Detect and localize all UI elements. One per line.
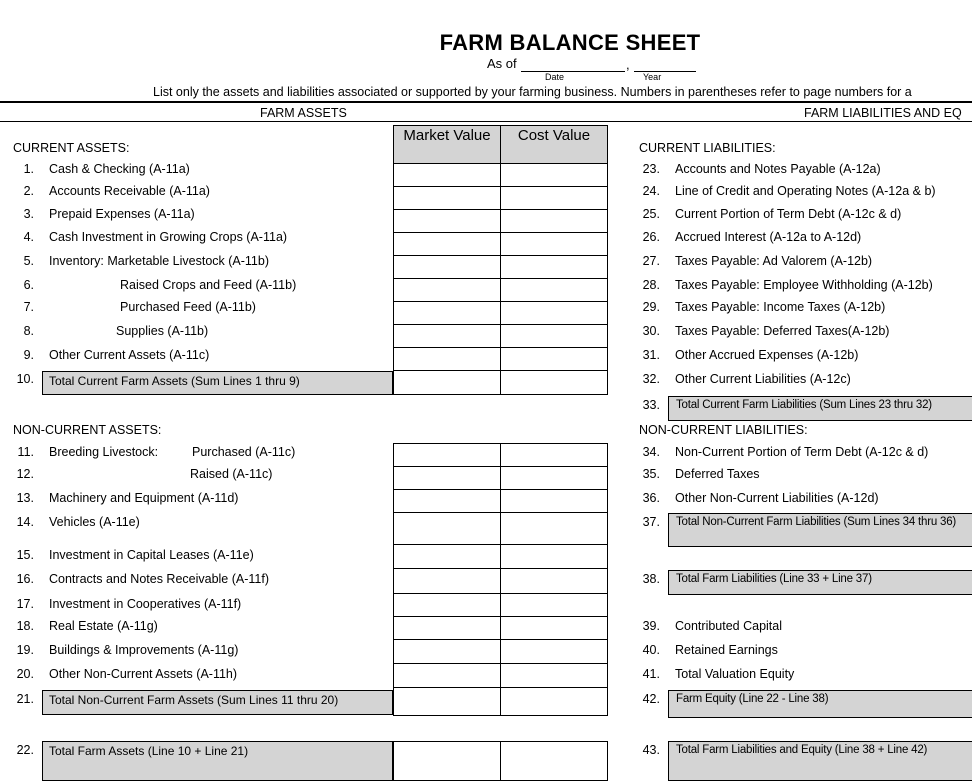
liability-line-number: 27. <box>642 254 660 268</box>
cost-value-input[interactable] <box>500 489 608 513</box>
market-value-input[interactable] <box>393 663 501 688</box>
asset-line-number: 19. <box>16 643 34 657</box>
liability-line-label: Accrued Interest (A-12a to A-12d) <box>675 230 862 244</box>
market-value-input[interactable] <box>393 639 501 664</box>
market-value-header: Market Value <box>393 125 501 164</box>
liability-line-label: Taxes Payable: Employee Withholding (A-12b) <box>675 278 933 292</box>
cost-value-input[interactable] <box>500 741 608 781</box>
section-rule <box>0 121 972 122</box>
total-current-liabilities-label: Total Current Farm Liabilities (Sum Lines 23 thru 32) <box>668 396 972 421</box>
asset-line-number: 17. <box>16 597 34 611</box>
liability-line-label: Retained Earnings <box>675 643 778 657</box>
asset-line-number: 18. <box>16 619 34 633</box>
market-value-input[interactable] <box>393 741 501 781</box>
current-liabilities-heading: CURRENT LIABILITIES: <box>639 141 776 155</box>
liability-line-number: 43. <box>642 743 660 757</box>
asset-line-number: 11. <box>17 445 34 459</box>
asset-line-sublabel: Purchased (A-11c) <box>192 445 296 459</box>
total-noncurrent-liabilities-label: Total Non-Current Farm Liabilities (Sum Lines 34 thru 36) <box>668 513 972 547</box>
date-field[interactable] <box>521 57 625 72</box>
liability-line-number: 26. <box>642 230 660 244</box>
market-value-input[interactable] <box>393 616 501 640</box>
asset-line-label: Prepaid Expenses (A-11a) <box>49 207 195 221</box>
liability-line-number: 28. <box>642 278 660 292</box>
cost-value-input[interactable] <box>500 278 608 302</box>
liability-line-label: Line of Credit and Operating Notes (A-12a & b) <box>675 184 936 198</box>
cost-value-input[interactable] <box>500 512 608 545</box>
asset-line-number: 13. <box>16 491 34 505</box>
market-value-input[interactable] <box>393 512 501 545</box>
liability-line-label: Contributed Capital <box>675 619 783 633</box>
cost-value-input[interactable] <box>500 324 608 348</box>
liability-line-label: Other Current Liabilities (A-12c) <box>675 372 851 386</box>
asset-line-number: 9. <box>23 348 34 362</box>
liability-line-number: 31. <box>642 348 660 362</box>
cost-value-input[interactable] <box>500 687 608 716</box>
asset-line-number: 3. <box>23 207 34 221</box>
cost-value-input[interactable] <box>500 232 608 256</box>
total-noncurrent-assets-label: Total Non-Current Farm Assets (Sum Lines 11 thru 20) <box>42 690 393 715</box>
asset-line-number: 16. <box>16 572 34 586</box>
current-assets-heading: CURRENT ASSETS: <box>13 141 130 155</box>
market-value-input[interactable] <box>393 544 501 569</box>
liability-line-label: Other Accrued Expenses (A-12b) <box>675 348 859 362</box>
asset-line-number: 15. <box>16 548 34 562</box>
liability-line-label: Accounts and Notes Payable (A-12a) <box>675 162 881 176</box>
asset-line-label: Investment in Cooperatives (A-11f) <box>49 597 242 611</box>
asset-line-label: Real Estate (A-11g) <box>49 619 158 633</box>
liability-line-number: 29. <box>642 300 660 314</box>
asset-line-label: Buildings & Improvements (A-11g) <box>49 643 239 657</box>
total-liabilities-equity-label: Total Farm Liabilities and Equity (Line 38 + Line 42) <box>668 741 972 781</box>
asset-line-number: 10. <box>16 372 34 386</box>
market-value-input[interactable] <box>393 301 501 325</box>
market-value-input[interactable] <box>393 687 501 716</box>
cost-value-input[interactable] <box>500 443 608 467</box>
liability-line-number: 36. <box>642 491 660 505</box>
asset-line-label: Machinery and Equipment (A-11d) <box>49 491 239 505</box>
liability-line-label: Taxes Payable: Ad Valorem (A-12b) <box>675 254 873 268</box>
cost-value-input[interactable] <box>500 593 608 617</box>
asset-line-number: 21. <box>16 692 34 706</box>
asset-line-label: Raised (A-11c) <box>190 467 273 481</box>
market-value-input[interactable] <box>393 489 501 513</box>
liability-line-label: Current Portion of Term Debt (A-12c & d) <box>675 207 902 221</box>
liability-line-number: 24. <box>642 184 660 198</box>
asset-line-number: 5. <box>23 254 34 268</box>
market-value-input[interactable] <box>393 593 501 617</box>
cost-value-input[interactable] <box>500 466 608 490</box>
year-field[interactable] <box>634 57 696 72</box>
liability-line-number: 30. <box>642 324 660 338</box>
cost-value-input[interactable] <box>500 163 608 187</box>
cost-value-input[interactable] <box>500 544 608 569</box>
liability-line-number: 40. <box>642 643 660 657</box>
market-value-input[interactable] <box>393 443 501 467</box>
assets-heading: FARM ASSETS <box>260 106 347 120</box>
liability-line-number: 34. <box>642 445 660 459</box>
asset-line-number: 20. <box>16 667 34 681</box>
cost-value-input[interactable] <box>500 255 608 279</box>
liability-line-label: Total Valuation Equity <box>675 667 795 681</box>
asset-line-label: Cash & Checking (A-11a) <box>49 162 190 176</box>
market-value-input[interactable] <box>393 163 501 187</box>
asset-line-number: 7. <box>23 300 34 314</box>
noncurrent-assets-heading: NON-CURRENT ASSETS: <box>13 423 162 437</box>
asset-line-label: Purchased Feed (A-11b) <box>120 300 256 314</box>
cost-value-input[interactable] <box>500 301 608 325</box>
noncurrent-liabilities-heading: NON-CURRENT LIABILITIES: <box>639 423 808 437</box>
asset-line-number: 14. <box>16 515 34 529</box>
market-value-input[interactable] <box>393 568 501 594</box>
asset-line-label: Supplies (A-11b) <box>116 324 209 338</box>
market-value-input[interactable] <box>393 186 501 210</box>
liability-line-label: Taxes Payable: Deferred Taxes(A-12b) <box>675 324 890 338</box>
asset-line-number: 12. <box>16 467 34 481</box>
asset-line-label: Contracts and Notes Receivable (A-11f) <box>49 572 270 586</box>
asset-line-label: Investment in Capital Leases (A-11e) <box>49 548 254 562</box>
cost-value-header: Cost Value <box>500 125 608 164</box>
asset-line-number: 1. <box>23 162 34 176</box>
asset-line-label: Breeding Livestock: <box>49 445 159 459</box>
farm-equity-label: Farm Equity (Line 22 - Line 38) <box>668 690 972 718</box>
year-caption: Year <box>643 72 662 82</box>
asset-line-label: Accounts Receivable (A-11a) <box>49 184 210 198</box>
instructions-text: List only the assets and liabilities associated or supported by your farming business. Numbers in parentheses refer to page numbers for a <box>153 85 912 99</box>
market-value-input[interactable] <box>393 232 501 256</box>
market-value-input[interactable] <box>393 255 501 279</box>
market-value-input[interactable] <box>393 209 501 233</box>
asset-line-label: Cash Investment in Growing Crops (A-11a) <box>49 230 288 244</box>
page-title: FARM BALANCE SHEET <box>439 30 701 55</box>
asset-line-number: 2. <box>23 184 34 198</box>
liability-line-label: Other Non-Current Liabilities (A-12d) <box>675 491 879 505</box>
header-rule <box>0 101 972 103</box>
cost-value-input[interactable] <box>500 639 608 664</box>
liability-line-number: 42. <box>642 692 660 706</box>
cost-value-input[interactable] <box>500 186 608 210</box>
liability-line-number: 33. <box>642 398 660 412</box>
as-of-label: As of <box>487 56 517 71</box>
market-value-input[interactable] <box>393 370 501 395</box>
liability-line-number: 23. <box>642 162 660 176</box>
cost-value-input[interactable] <box>500 616 608 640</box>
liability-line-number: 25. <box>642 207 660 221</box>
asset-line-label: Other Current Assets (A-11c) <box>49 348 210 362</box>
asset-line-label: Vehicles (A-11e) <box>49 515 140 529</box>
asset-line-label: Other Non-Current Assets (A-11h) <box>49 667 238 681</box>
cost-value-input[interactable] <box>500 347 608 371</box>
cost-value-input[interactable] <box>500 663 608 688</box>
liability-line-number: 38. <box>642 572 660 586</box>
liability-line-label: Deferred Taxes <box>675 467 760 481</box>
liability-line-number: 41. <box>642 667 660 681</box>
liability-line-number: 39. <box>642 619 660 633</box>
asset-line-label: Raised Crops and Feed (A-11b) <box>120 278 297 292</box>
market-value-input[interactable] <box>393 466 501 490</box>
date-caption: Date <box>545 72 565 82</box>
liability-line-number: 37. <box>642 515 660 529</box>
total-current-assets-label: Total Current Farm Assets (Sum Lines 1 thru 9) <box>42 371 393 395</box>
liability-line-number: 35. <box>642 467 660 481</box>
asset-line-number: 8. <box>23 324 34 338</box>
asset-line-number: 22. <box>16 743 34 757</box>
total-farm-liabilities-label: Total Farm Liabilities (Line 33 + Line 37) <box>668 570 972 595</box>
liability-line-number: 32. <box>642 372 660 386</box>
as-of-comma: , <box>626 57 630 72</box>
total-farm-assets-label: Total Farm Assets (Line 10 + Line 21) <box>42 741 393 781</box>
liability-line-label: Taxes Payable: Income Taxes (A-12b) <box>675 300 886 314</box>
asset-line-number: 4. <box>23 230 34 244</box>
asset-line-label: Inventory: Marketable Livestock (A-11b) <box>49 254 270 268</box>
market-value-input[interactable] <box>393 324 501 348</box>
cost-value-input[interactable] <box>500 568 608 594</box>
liabilities-heading: FARM LIABILITIES AND EQ <box>804 106 962 120</box>
liability-line-label: Non-Current Portion of Term Debt (A-12c & d) <box>675 445 929 459</box>
cost-value-input[interactable] <box>500 370 608 395</box>
market-value-input[interactable] <box>393 347 501 371</box>
market-value-input[interactable] <box>393 278 501 302</box>
asset-line-number: 6. <box>23 278 34 292</box>
cost-value-input[interactable] <box>500 209 608 233</box>
